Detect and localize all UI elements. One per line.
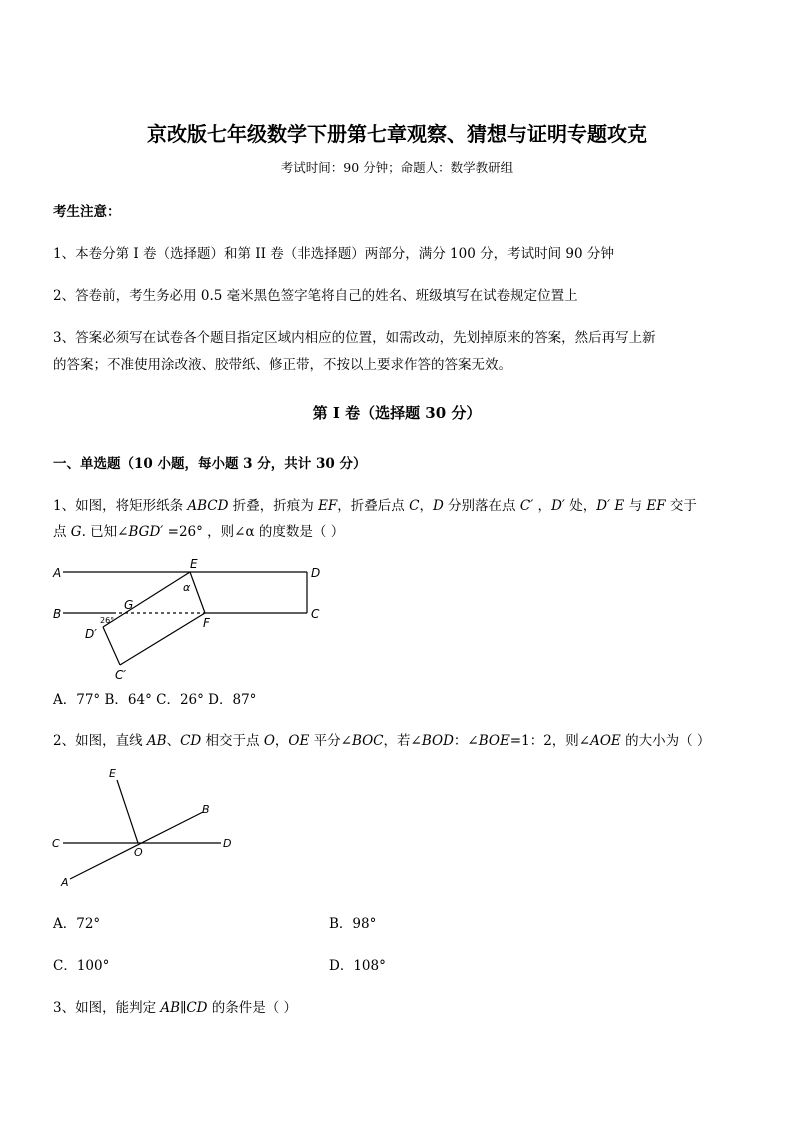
page-title: 京改版七年级数学下册第七章观察、猜想与证明专题攻克 <box>147 122 647 146</box>
q2-figure <box>45 762 245 892</box>
q2-option-d: D．108° <box>329 958 386 974</box>
q1-label-e: E <box>190 557 198 571</box>
notice-item-1: 1、本卷分第 I 卷（选择题）和第 II 卷（非选择题）两部分，满分 100 分，考试时间 90 分钟 <box>53 246 614 262</box>
q2-option-c: C．100° <box>53 958 110 974</box>
q1-label-c-prime: C′ <box>115 668 127 682</box>
q1-label-f: F <box>203 616 210 630</box>
q1-line-ed <box>103 572 190 627</box>
q2-label-e: E <box>109 767 116 780</box>
q1-line-ef <box>190 572 205 613</box>
q1-figure <box>45 555 345 690</box>
q2-label-a: A <box>61 876 69 889</box>
q1-label-a: A <box>53 566 62 580</box>
q1-label-b: B <box>53 607 62 621</box>
notice-item-2: 2、答卷前，考生务必用 0.5 毫米黑色签字笔将自己的姓名、班级填写在试卷规定位置上 <box>53 288 578 304</box>
q1-label-g: G <box>124 598 134 612</box>
q1-text-line1: 1、如图，将矩形纸条 ABCD 折叠，折痕为 EF，折叠后点 C，D 分别落在点 C′ ，D′ 处，D′ E 与 EF 交于 <box>53 498 697 514</box>
q1-text-line2: 点 G. 已知∠BGD′ =26° ，则∠α 的度数是（ ） <box>53 524 345 540</box>
q1-label-d-prime: D′ <box>85 627 97 641</box>
q1-line-cf-prime <box>120 613 205 665</box>
q1-label-c: C <box>311 607 320 621</box>
notice-item-3-cont: 的答案；不准使用涂改液、胶带纸、修正带，不按以上要求作答的答案无效。 <box>53 357 512 373</box>
page-subtitle: 考试时间：90 分钟；命题人：数学教研组 <box>280 160 514 175</box>
q2-label-d: D <box>223 837 232 850</box>
q2-label-b: B <box>202 803 210 816</box>
part-heading: 一、单选题（10 小题，每小题 3 分，共计 30 分） <box>53 456 367 472</box>
q1-line-dc-prime <box>103 627 120 665</box>
q2-label-o: O <box>134 846 143 859</box>
section-title: 第 I 卷（选择题 30 分） <box>312 404 482 422</box>
q2-ray-oe <box>117 780 138 843</box>
q1-label-d: D <box>311 566 321 580</box>
notice-heading: 考生注意： <box>53 204 121 220</box>
q3-text: 3、如图，能判定 AB∥CD 的条件是（ ） <box>53 1000 298 1016</box>
q2-text: 2、如图，直线 AB、CD 相交于点 O，OE 平分∠BOC，若∠BOD：∠BOE=1：2，则∠AOE 的大小为（ ） <box>53 733 711 749</box>
q1-options: A．77° B．64° C．26° D．87° <box>53 692 257 708</box>
q2-option-b: B．98° <box>329 916 377 932</box>
q2-label-c: C <box>52 837 60 850</box>
q1-label-angle: 26° <box>100 616 115 625</box>
q2-option-a: A．72° <box>53 916 101 932</box>
notice-item-3: 3、答案必须写在试卷各个题目指定区域内相应的位置，如需改动，先划掉原来的答案，然后再写上新 <box>53 330 656 346</box>
q1-label-alpha: α <box>183 581 191 594</box>
